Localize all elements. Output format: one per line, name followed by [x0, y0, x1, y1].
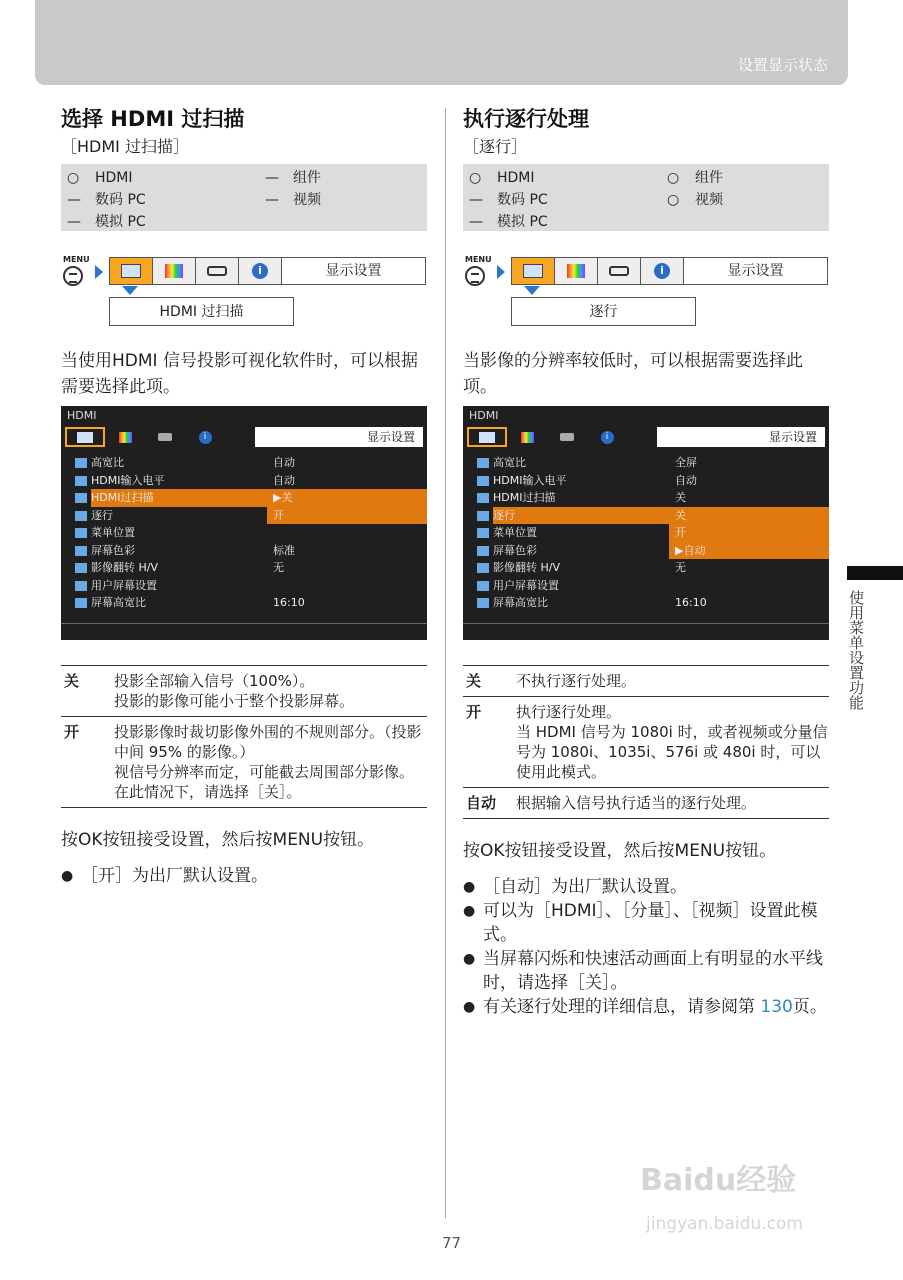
right-menu-path: ［逐行］ — [463, 137, 528, 156]
left-menu-path: ［HDMI 过扫描］ — [61, 137, 189, 156]
osd-row: HDMI输入电平 自动 — [463, 472, 829, 490]
side-label: 使用菜单设置功能 — [847, 590, 865, 710]
osd-info-icon: i — [185, 427, 225, 447]
right-menu-navigation — [463, 257, 829, 332]
right-options-table — [463, 665, 829, 819]
osd-projector-icon — [547, 427, 587, 447]
right-signal-availability — [463, 164, 829, 231]
availability-item: — 模拟 PC — [469, 214, 548, 230]
osd-title: 显示设置 — [255, 427, 423, 447]
option-row: 自动 根据输入信号执行适当的逐行处理。 — [463, 788, 829, 819]
osd-footer — [463, 623, 829, 640]
option-row: 开 执行逐行处理。 当 HDMI 信号为 1080i 时，或者视频或分量信号为 1080i、1035i、576i 或 480i 时，可以使用此模式。 — [463, 697, 829, 788]
osd-row: 菜单位置 — [61, 524, 427, 542]
osd-row: 屏幕高宽比 16:10 — [61, 594, 427, 612]
menu-tab-bar — [511, 257, 828, 285]
osd-row: 高宽比 全屏 — [463, 454, 829, 472]
menu-button-icon: MENU — [463, 257, 493, 287]
osd-row: HDMI过扫描 关 — [463, 489, 829, 507]
osd-row: 屏幕色彩 标准 — [61, 542, 427, 560]
option-row: 开 投影影像时裁切影像外围的不规则部分。（投影中间 95% 的影像。） 视信号分辨率而定，可能截去周围部分影像。在此情况下，请选择［关］。 — [61, 717, 427, 808]
availability-item: ○ HDMI — [67, 170, 133, 186]
option-row: 关 不执行逐行处理。 — [463, 666, 829, 697]
display-tab-icon — [110, 258, 153, 284]
osd-header: HDMI — [469, 409, 499, 422]
left-intro: 当使用HDMI 信号投影可视化软件时，可以根据需要选择此项。 — [61, 351, 418, 397]
osd-tab-bar — [467, 426, 829, 448]
availability-item: ○ 组件 — [667, 170, 723, 186]
osd-row: 高宽比 自动 — [61, 454, 427, 472]
osd-row: 屏幕色彩 ▶自动 — [463, 542, 829, 560]
image-tab-icon — [555, 258, 598, 284]
tab-title: 显示设置 — [282, 258, 425, 284]
osd-display-icon — [65, 427, 105, 447]
osd-row: 用户屏幕设置 — [61, 577, 427, 595]
availability-item: — 模拟 PC — [67, 214, 146, 230]
osd-row: HDMI输入电平 自动 — [61, 472, 427, 490]
projector-tab-icon — [196, 258, 239, 284]
osd-image-icon — [507, 427, 547, 447]
menu-tab-bar — [109, 257, 426, 285]
projector-tab-icon — [598, 258, 641, 284]
bullet-item: ● 当屏幕闪烁和快速活动画面上有明显的水平线时，请选择［关］。 — [463, 947, 829, 995]
osd-projector-icon — [145, 427, 185, 447]
osd-image-icon — [105, 427, 145, 447]
left-signal-availability — [61, 164, 427, 231]
watermark-url: jingyan.baidu.com — [646, 1214, 803, 1234]
bullet-item: ● ［自动］为出厂默认设置。 — [463, 875, 829, 899]
watermark-logo: Baidu经验 — [640, 1163, 797, 1198]
section-title: 设置显示状态 — [737, 56, 828, 74]
sub-menu-item: 逐行 — [511, 297, 696, 326]
left-options-table — [61, 665, 427, 808]
osd-header: HDMI — [67, 409, 97, 422]
info-tab-icon: i — [641, 258, 684, 284]
right-heading: 执行逐行处理 — [463, 107, 589, 131]
osd-display-icon — [467, 427, 507, 447]
arrow-down-icon — [122, 286, 138, 295]
page-number: 77 — [441, 1234, 462, 1252]
left-column — [61, 104, 427, 888]
osd-row: 菜单位置 开 — [463, 524, 829, 542]
arrow-down-icon — [524, 286, 540, 295]
osd-footer — [61, 623, 427, 640]
availability-item: — 数码 PC — [67, 192, 146, 208]
arrow-right-icon — [95, 265, 103, 279]
availability-item: ○ HDMI — [469, 170, 535, 186]
right-column — [463, 104, 829, 1019]
availability-item: — 视频 — [265, 192, 321, 208]
osd-row: 逐行 开 — [61, 507, 427, 525]
info-tab-icon: i — [239, 258, 282, 284]
osd-row-selected: 逐行 关 — [463, 507, 829, 525]
availability-item: — 组件 — [265, 170, 321, 186]
availability-item: — 数码 PC — [469, 192, 548, 208]
right-osd-screenshot — [463, 406, 829, 640]
display-tab-icon — [512, 258, 555, 284]
column-divider — [445, 108, 446, 1218]
osd-row: 影像翻转 H/V 无 — [463, 559, 829, 577]
tab-title: 显示设置 — [684, 258, 827, 284]
left-instruction: 按OK按钮接受设置，然后按MENU按钮。 — [61, 830, 375, 850]
left-bullets — [61, 864, 427, 888]
osd-row: 影像翻转 H/V 无 — [61, 559, 427, 577]
bullet-item-reference: ● 有关逐行处理的详细信息，请参阅第 130页。 — [463, 995, 829, 1019]
top-banner — [35, 0, 848, 85]
osd-tab-bar — [65, 426, 427, 448]
side-tab-marker — [847, 566, 903, 580]
bullet-item: ● ［开］为出厂默认设置。 — [61, 864, 427, 888]
left-menu-navigation — [61, 257, 427, 332]
osd-title: 显示设置 — [657, 427, 825, 447]
bullet-item: ● 可以为［HDMI］、［分量］、［视频］设置此模式。 — [463, 899, 829, 947]
image-tab-icon — [153, 258, 196, 284]
osd-row-selected: HDMI过扫描 ▶关 — [61, 489, 427, 507]
left-osd-screenshot — [61, 406, 427, 640]
menu-button-icon: MENU — [61, 257, 91, 287]
sub-menu-item: HDMI 过扫描 — [109, 297, 294, 326]
osd-row: 屏幕高宽比 16:10 — [463, 594, 829, 612]
left-heading: 选择 HDMI 过扫描 — [61, 107, 245, 131]
right-bullets — [463, 875, 829, 1019]
right-intro: 当影像的分辨率较低时，可以根据需要选择此项。 — [463, 351, 803, 397]
osd-info-icon: i — [587, 427, 627, 447]
option-row: 关 投影全部输入信号（100%）。 投影的影像可能小于整个投影屏幕。 — [61, 666, 427, 717]
osd-row: 用户屏幕设置 — [463, 577, 829, 595]
arrow-right-icon — [497, 265, 505, 279]
right-instruction: 按OK按钮接受设置，然后按MENU按钮。 — [463, 841, 777, 861]
page-link[interactable]: 130 — [760, 997, 793, 1017]
availability-item: ○ 视频 — [667, 192, 723, 208]
